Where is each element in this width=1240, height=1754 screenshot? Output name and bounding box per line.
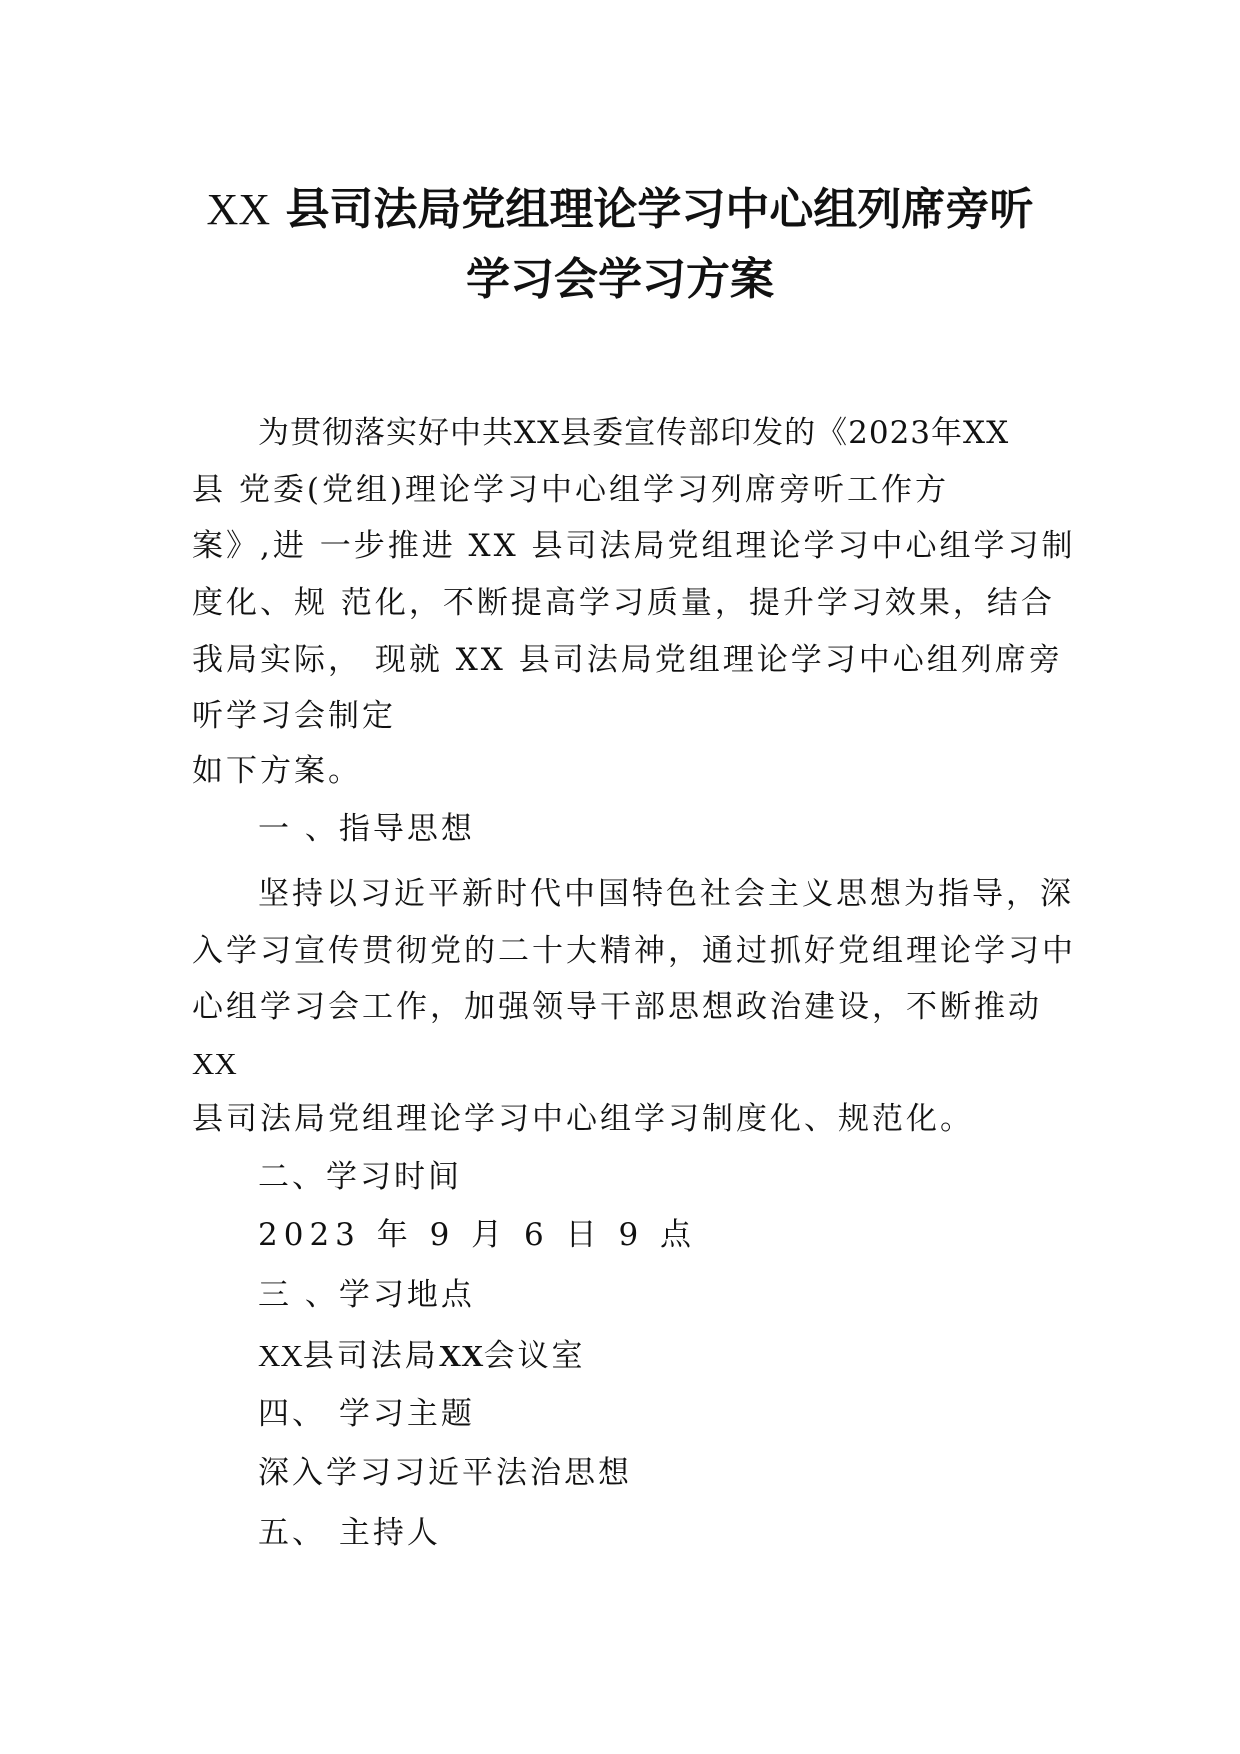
section-1-heading: 一 、指导思想 [258, 811, 475, 847]
location-prefix: XX [258, 1338, 303, 1373]
section-1-line-3: 心组学习会工作，加强领导干部思想政治建设，不断推动 [192, 989, 1042, 1025]
section-2-body: 2023 年 9 月 6 日 9 点 [258, 1217, 698, 1253]
intro-line-7: 如下方案。 [192, 753, 362, 789]
section-5-heading: 五、 主持人 [258, 1515, 441, 1551]
intro-line-3: 案》,进 一步推进 XX 县司法局党组理论学习中心组学习制 [192, 528, 1076, 564]
intro-line-1: 为贯彻落实好中共XX县委宣传部印发的《2023年XX [258, 415, 1010, 451]
location-suffix: 会议室 [483, 1338, 586, 1374]
section-3-heading: 三 、学习地点 [258, 1277, 475, 1313]
title-prefix: XX [206, 185, 271, 234]
intro-line-4: 度化、规 范化，不断提高学习质量，提升学习效果，结合 [192, 585, 1055, 621]
section-1-line-5: 县司法局党组理论学习中心组学习制度化、规范化。 [192, 1101, 974, 1137]
section-1-line-2: 入学习宣传贯彻党的二十大精神，通过抓好党组理论学习中 [192, 933, 1076, 969]
intro-line-6: 听学习会制定 [192, 698, 396, 734]
section-1-line-1: 坚持以习近平新时代中国特色社会主义思想为指导，深 [258, 876, 1074, 912]
section-1-line-4: XX [192, 1046, 237, 1081]
section-4-heading: 四、 学习主题 [258, 1396, 475, 1432]
location-mid: 县司法局 [302, 1338, 439, 1374]
section-4-body: 深入学习习近平法治思想 [258, 1455, 632, 1491]
intro-line-5: 我局实际， 现就 XX 县司法局党组理论学习中心组列席旁 [192, 642, 1063, 678]
document-title-line-1 [0, 184, 1240, 235]
document-title-line-2: 学习会学习方案 [466, 254, 774, 305]
section-3-body [258, 1340, 586, 1372]
section-2-heading: 二、学习时间 [258, 1159, 462, 1195]
intro-line-2: 县 党委(党组)理论学习中心组学习列席旁听工作方 [192, 472, 950, 508]
location-bold: XX [438, 1338, 484, 1373]
title-line-1-text: 县司法局党组理论学习中心组列席旁听 [285, 184, 1034, 235]
